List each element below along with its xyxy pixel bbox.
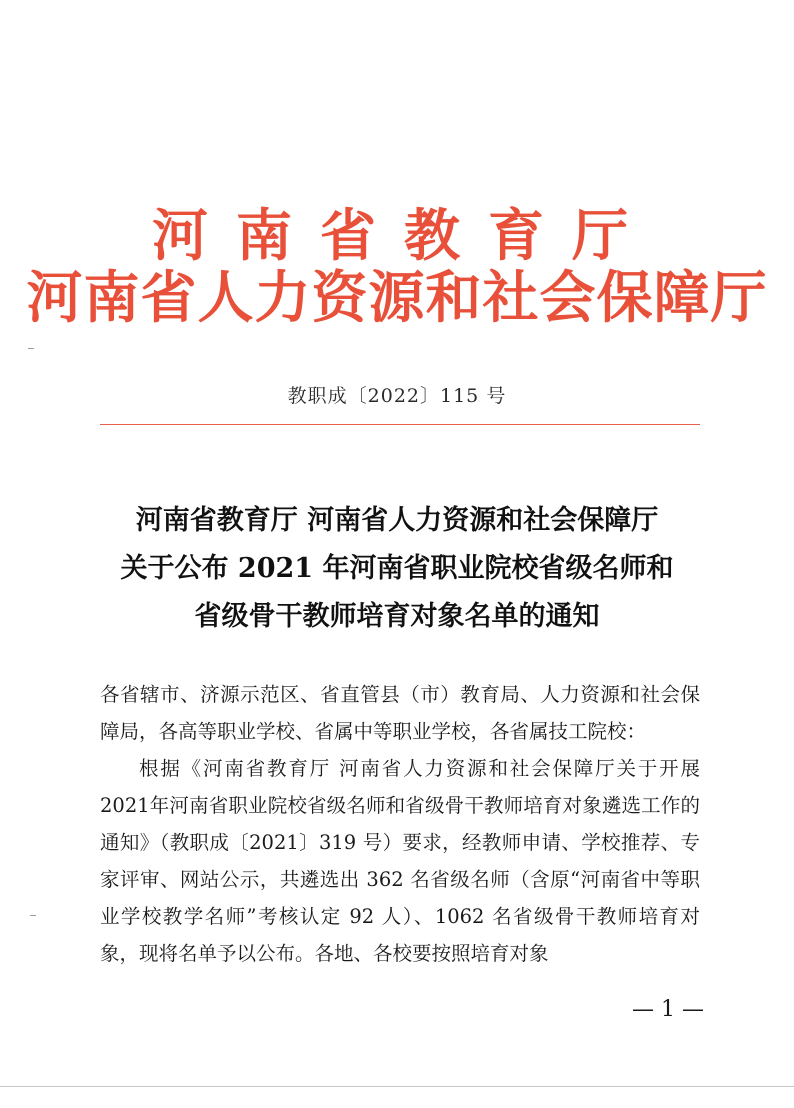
- red-divider-line: [100, 424, 700, 425]
- body-paragraph: 根据《河南省教育厅 河南省人力资源和社会保障厅关于开展2021年河南省职业院校省级名师和省级骨干教师培育对象遴选工作的通知》（教职成〔2021〕319 号）要求，经教师申请、学校推荐、专家评审、网站公示，共遴选出 362 名省级名师（含原“河南省中等职业学校教学名师”考核认定 92 人）、1062 名省级骨干教师培育对象，现将名单予以公布。各地、各校要按照培育对象: [100, 757, 700, 965]
- title-line-3: 省级骨干教师培育对象名单的通知: [194, 601, 600, 632]
- scan-speck: [28, 348, 34, 349]
- title-line-2: 关于公布 2021 年河南省职业院校省级名师和: [120, 553, 674, 584]
- salutation: 各省辖市、济源示范区、省直管县（市）教育局、人力资源和社会保障局，各高等职业学校、省属中等职业学校，各省属技工院校：: [100, 683, 700, 743]
- document-number: 教职成〔2022〕115 号: [287, 385, 507, 407]
- title-line-1: 河南省教育厅 河南省人力资源和社会保障厅: [135, 505, 659, 536]
- issuer-header-education: 河南省教育厅: [152, 203, 656, 269]
- scan-speck: [30, 915, 36, 916]
- document-body: [100, 676, 700, 972]
- page-bottom-edge: [0, 1086, 794, 1087]
- page-number: — 1 —: [632, 997, 704, 1022]
- document-title: [0, 497, 794, 641]
- issuer-header-hrss: 河南省人力资源和社会保障厅: [26, 265, 768, 331]
